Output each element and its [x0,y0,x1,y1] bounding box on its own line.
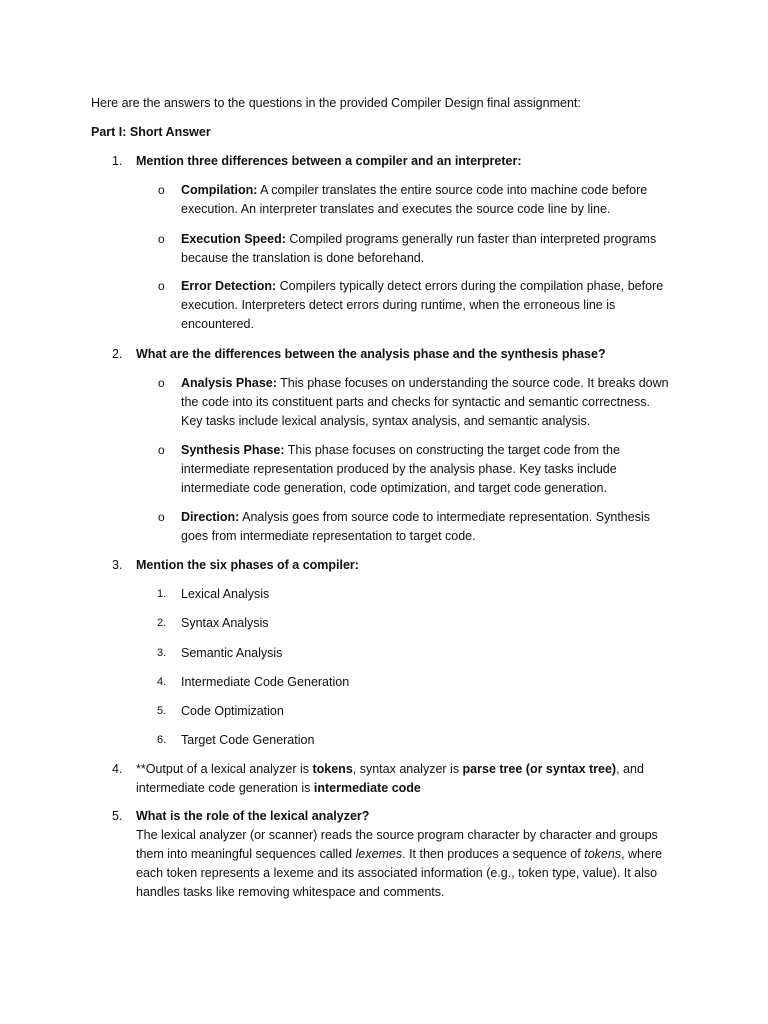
answer-text [181,181,671,219]
question-text: What are the differences between the analysis phase and the synthesis phase? [136,347,606,361]
phase-number: 2. [157,617,167,629]
phase-text: Semantic Analysis [181,646,283,660]
question-text: What is the role of the lexical analyzer? [136,809,370,823]
answer-paragraph [136,826,666,902]
answer-body: Compiled programs generally run faster than interpreted programs because the translation is done beforehand. [181,232,657,265]
phase-text: Syntax Analysis [181,616,269,630]
question-number: 5. [112,809,123,823]
answer-text [181,230,671,268]
question-number: 3. [112,558,123,572]
answer-body: Compilers typically detect errors during the compilation phase, before execution. Interpreters detect errors during runtime, when the erroneous line is encountered. [181,279,664,331]
answer-text [181,277,671,334]
question-text [136,760,676,798]
bullet-marker: o [158,510,165,524]
bullet-marker: o [158,183,165,197]
answer-label: Compilation: [181,183,258,197]
bold-run: intermediate code [313,781,421,795]
bullet-marker: o [158,279,165,293]
question-number: 2. [112,347,123,361]
answer-text [181,441,671,498]
italic-run: lexemes [355,847,403,861]
text-run: , and intermediate code generation is [136,762,644,795]
answer-label: Analysis Phase: [181,376,277,390]
question-number: 4. [112,762,123,776]
text-run: , syntax analyzer is [352,762,463,776]
bullet-marker: o [158,376,165,390]
phase-number: 3. [157,647,167,659]
phase-text: Target Code Generation [181,733,315,747]
intro-text: Here are the answers to the questions in the provided Compiler Design final assignment: [91,96,581,110]
bold-run: parse tree (or syntax tree) [462,762,617,776]
phase-number: 1. [157,588,167,600]
phase-number: 6. [157,734,167,746]
bold-run: tokens [312,762,353,776]
answer-label: Synthesis Phase: [181,443,285,457]
question-number: 1. [112,154,123,168]
answer-body: This phase focuses on constructing the target code from the intermediate representation produced by the analysis phase. Key tasks include intermediate code generation, code optimization, and target code generation. [181,443,620,495]
italic-run: tokens [584,847,622,861]
answer-label: Error Detection: [181,279,277,293]
answer-text [181,508,671,546]
answer-body: Analysis goes from source code to intermediate representation. Synthesis goes from intermediate representation to target code. [181,510,650,543]
text-run: . It then produces a sequence of [402,847,585,861]
question-text: Mention three differences between a compiler and an interpreter: [136,154,522,168]
text-run: , where each token represents a lexeme and its associated information (e.g., token type, value). It also handles tasks like removing whitespace and comments. [136,847,663,899]
answer-label: Execution Speed: [181,232,286,246]
phase-text: Intermediate Code Generation [181,675,350,689]
question-text: Mention the six phases of a compiler: [136,558,359,572]
answer-body: A compiler translates the entire source code into machine code before execution. An interpreter translates and executes the source code line by line. [181,183,648,216]
answer-text [181,374,671,431]
phase-text: Code Optimization [181,704,284,718]
bullet-marker: o [158,232,165,246]
phase-text: Lexical Analysis [181,587,270,601]
answer-body: This phase focuses on understanding the source code. It breaks down the code into its constituent parts and checks for syntactic and semantic correctness. Key tasks include lexical analysis, syntax analysis, and semantic analysis. [181,376,669,428]
part-title: Part I: Short Answer [91,125,211,139]
answer-label: Direction: [181,510,240,524]
text-run: The lexical analyzer (or scanner) reads the source program character by character and groups them into meaningful sequences called [136,828,658,861]
phase-number: 5. [157,705,167,717]
bullet-marker: o [158,443,165,457]
phase-number: 4. [157,676,167,688]
text-run: **Output of a lexical analyzer is [136,762,313,776]
